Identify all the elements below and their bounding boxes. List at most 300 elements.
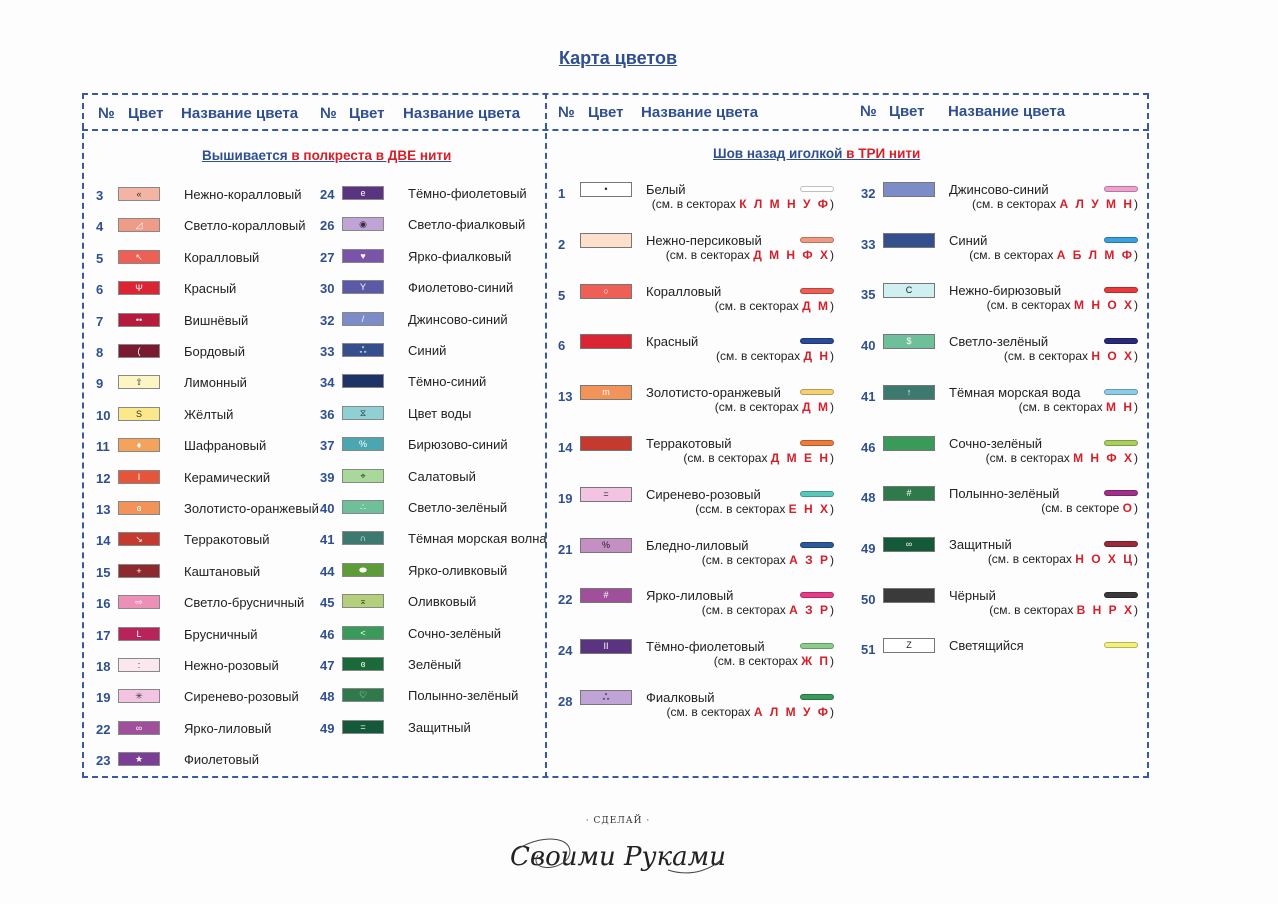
color-swatch: ⧖	[342, 406, 384, 420]
list-item	[320, 406, 540, 422]
list-item	[320, 594, 540, 610]
color-swatch: ↘	[118, 532, 160, 546]
color-swatch: ∴	[342, 500, 384, 514]
thread-color-bar	[1104, 287, 1138, 293]
column-divider	[545, 93, 547, 778]
color-name: Нежно-персиковый	[646, 232, 762, 248]
color-swatch: ♥	[342, 249, 384, 263]
color-name: Бордовый	[184, 344, 246, 359]
color-number: 12	[96, 470, 111, 486]
list-item	[861, 638, 1138, 674]
sectors-note	[972, 197, 1138, 211]
sectors-note	[989, 603, 1138, 617]
list-item	[320, 657, 540, 673]
sectors-prefix: (см. в секторах	[714, 400, 803, 415]
color-swatch	[580, 436, 632, 451]
list-item	[558, 639, 834, 675]
sectors-suffix: )	[830, 705, 834, 719]
color-number: 49	[861, 540, 876, 556]
color-swatch: ◉	[342, 217, 384, 231]
color-name: Сочно-зелёный	[408, 625, 502, 641]
color-number: 18	[96, 659, 111, 674]
color-swatch: II	[580, 639, 632, 654]
color-swatch: /	[342, 312, 384, 326]
color-number: 15	[96, 564, 111, 580]
section-title-half-cross: Вышивается в полкреста в ДВЕ нити	[202, 148, 452, 163]
color-swatch	[883, 436, 935, 451]
color-swatch: <	[342, 626, 384, 640]
sectors-prefix: (см. в секторах	[989, 602, 1077, 617]
thread-color-bar	[800, 186, 834, 192]
color-name: Светящийся	[949, 638, 1024, 654]
sectors-prefix: (ссм. в секторах	[695, 501, 789, 516]
color-number: 30	[320, 281, 335, 297]
header-color: Цвет	[349, 105, 385, 122]
color-name: Шафрановый	[184, 438, 267, 454]
color-name: Керамический	[184, 469, 271, 485]
color-swatch: ○	[580, 284, 632, 299]
color-number: 22	[96, 721, 111, 737]
color-swatch	[580, 233, 632, 248]
color-swatch: ɞ	[118, 501, 160, 515]
color-name: Жёлтый	[184, 406, 234, 422]
color-number: 33	[320, 344, 335, 359]
thread-color-bar	[1104, 642, 1138, 648]
color-number: 24	[558, 643, 573, 659]
color-number: 50	[861, 591, 876, 607]
thread-color-bar	[800, 491, 834, 497]
list-item	[558, 334, 834, 370]
sectors-list: Д М	[802, 400, 830, 415]
list-item	[96, 218, 316, 234]
sectors-prefix: (см. в секторах	[714, 298, 803, 313]
color-swatch: ஃ	[342, 343, 384, 357]
color-name: Салатовый	[408, 468, 476, 484]
header-no: №	[98, 105, 115, 122]
color-swatch: Ψ	[118, 281, 160, 295]
color-swatch: %	[580, 538, 632, 553]
color-name: Чёрный	[949, 587, 996, 603]
color-name: Тёмная морская волна	[408, 531, 547, 547]
thread-color-bar	[800, 694, 834, 700]
color-number: 16	[96, 596, 111, 612]
color-swatch: ••	[118, 313, 160, 327]
sectors-note	[702, 603, 834, 617]
color-swatch: ♦	[118, 438, 160, 452]
sectors-suffix: )	[830, 400, 834, 415]
sectors-suffix: )	[830, 247, 834, 262]
color-number: 24	[320, 187, 335, 202]
sectors-note	[683, 451, 834, 465]
color-name: Золотисто-оранжевый	[646, 385, 781, 401]
color-swatch: I	[118, 470, 160, 484]
color-swatch: ∩	[342, 531, 384, 545]
color-swatch: ✳	[118, 689, 160, 703]
sectors-prefix: (см. в секторах	[651, 197, 740, 211]
color-swatch: •	[580, 182, 632, 197]
sectors-suffix: )	[1134, 501, 1138, 516]
thread-color-bar	[800, 288, 834, 294]
sectors-prefix: (см. в секторах	[986, 298, 1074, 313]
color-number: 36	[320, 406, 335, 422]
color-swatch: (	[118, 344, 160, 358]
color-number: 28	[558, 694, 573, 709]
header-no: №	[558, 104, 575, 121]
list-item	[320, 249, 540, 265]
list-item	[558, 487, 834, 523]
sectors-suffix: )	[1134, 197, 1138, 211]
sectors-list: М Н	[1106, 399, 1134, 414]
sectors-prefix: (см. в секторах	[1018, 399, 1106, 414]
color-name: Полынно-зелёный	[949, 486, 1060, 502]
color-number: 2	[558, 236, 566, 252]
thread-color-bar	[800, 592, 834, 598]
color-name: Сочно-зелёный	[949, 435, 1043, 451]
color-name: Бирюзово-синий	[408, 437, 508, 453]
color-name: Светло-фиалковый	[408, 217, 526, 233]
color-number: 6	[96, 282, 104, 298]
color-swatch: m	[580, 385, 632, 400]
color-name: Зелёный	[408, 657, 462, 672]
sectors-suffix: )	[1134, 349, 1138, 364]
color-swatch: S	[118, 407, 160, 421]
logo-top-text: · СДЕЛАЙ ·	[585, 816, 651, 826]
list-item	[558, 588, 834, 624]
sectors-suffix: )	[1134, 602, 1138, 617]
list-item	[558, 690, 834, 726]
sectors-note	[695, 502, 834, 516]
list-item	[320, 720, 540, 736]
list-item	[558, 436, 834, 472]
sectors-note	[986, 451, 1138, 465]
thread-color-bar	[1104, 237, 1138, 243]
color-swatch: ↑	[883, 385, 935, 400]
list-item	[96, 627, 316, 643]
thread-color-bar	[1104, 186, 1138, 192]
color-swatch: ♡	[342, 688, 384, 702]
sectors-suffix: )	[1134, 298, 1138, 313]
list-item	[96, 375, 316, 391]
color-number: 8	[96, 345, 104, 360]
color-swatch	[883, 588, 935, 603]
list-item	[558, 182, 834, 218]
color-name: Золотисто-оранжевый	[184, 501, 319, 516]
color-number: 39	[320, 469, 335, 485]
thread-color-bar	[800, 338, 834, 344]
color-number: 1	[558, 186, 566, 201]
sectors-suffix: )	[830, 603, 834, 618]
color-swatch	[580, 334, 632, 349]
color-number: 41	[320, 532, 335, 548]
sectors-prefix: (см. в секторах	[969, 247, 1057, 262]
color-name: Светло-зелёный	[408, 500, 508, 515]
color-swatch: $	[883, 334, 935, 349]
color-number: 7	[96, 313, 104, 329]
thread-color-bar	[1104, 592, 1138, 598]
color-swatch: #	[580, 588, 632, 603]
color-number: 32	[320, 312, 335, 328]
list-item	[861, 537, 1138, 573]
list-item	[558, 385, 834, 421]
color-swatch	[883, 182, 935, 197]
sectors-suffix: )	[1134, 247, 1138, 262]
sectors-prefix: (см. в секторах	[665, 247, 754, 262]
list-item	[96, 595, 316, 611]
list-item	[320, 343, 540, 359]
sectors-note	[666, 248, 834, 262]
color-number: 21	[558, 541, 573, 557]
thread-color-bar	[800, 389, 834, 395]
sectors-list: А Л М У Ф	[753, 705, 830, 719]
color-number: 45	[320, 595, 335, 611]
color-number: 48	[861, 490, 876, 506]
list-item	[558, 233, 834, 269]
color-number: 47	[320, 658, 335, 673]
list-item	[96, 532, 316, 548]
color-number: 6	[558, 338, 566, 354]
color-number: 37	[320, 438, 335, 454]
sectors-note	[1041, 501, 1138, 515]
color-name: Терракотовый	[646, 436, 732, 451]
color-swatch: ⇧	[118, 375, 160, 389]
list-item	[861, 233, 1138, 269]
list-item	[861, 486, 1138, 522]
list-item	[320, 469, 540, 485]
sectors-suffix: )	[1134, 551, 1138, 566]
color-name: Джинсово-синий	[408, 311, 508, 327]
color-name: Нежно-коралловый	[184, 187, 302, 202]
section-title-backstitch: Шов назад иголкой в ТРИ нити	[713, 146, 921, 161]
color-name: Ярко-лиловый	[646, 588, 734, 604]
color-swatch: ⌅	[342, 594, 384, 608]
color-swatch: Z	[883, 638, 935, 653]
sectors-prefix: (см. в секторах	[972, 197, 1060, 211]
sectors-suffix: )	[830, 654, 834, 669]
color-number: 23	[96, 753, 111, 769]
sectors-list: Н О Х	[1091, 349, 1134, 364]
color-swatch: Y	[342, 280, 384, 294]
list-item	[96, 281, 316, 297]
list-item	[320, 217, 540, 233]
header-color: Цвет	[128, 105, 164, 122]
list-item	[320, 531, 547, 548]
color-swatch: e	[342, 186, 384, 200]
color-name: Оливковый	[408, 594, 477, 610]
sectors-suffix: )	[1134, 450, 1138, 465]
list-item	[96, 470, 316, 486]
header-name: Название цвета	[403, 105, 521, 122]
sectors-prefix: (см. в секторах	[716, 349, 804, 364]
sectors-prefix: (см. в секторах	[987, 551, 1076, 566]
color-swatch: ↖	[118, 250, 160, 264]
color-name: Светло-коралловый	[184, 218, 306, 234]
color-number: 5	[558, 287, 566, 303]
color-number: 40	[861, 338, 876, 354]
list-item	[96, 658, 316, 674]
list-item	[96, 564, 316, 580]
sectors-note	[969, 248, 1138, 262]
sectors-note	[1019, 400, 1138, 414]
color-number: 51	[861, 642, 876, 658]
list-item	[96, 689, 316, 705]
sectors-note	[715, 299, 834, 313]
sectors-note	[988, 552, 1138, 566]
color-swatch: ⇨	[118, 595, 160, 609]
color-number: 46	[861, 439, 876, 455]
sectors-prefix: (см. в секторах	[701, 603, 790, 618]
color-name: Коралловый	[646, 283, 722, 299]
color-name: Тёмно-фиолетовый	[408, 186, 527, 201]
color-number: 34	[320, 375, 335, 391]
color-number: 13	[96, 502, 111, 517]
color-swatch: +	[118, 564, 160, 578]
list-item	[320, 563, 540, 579]
sectors-note	[702, 553, 834, 567]
color-swatch: ɞ	[342, 657, 384, 671]
color-number: 19	[558, 490, 573, 506]
thread-color-bar	[800, 440, 834, 446]
color-name: Красный	[184, 281, 237, 297]
logo	[508, 810, 728, 890]
list-item	[320, 437, 540, 453]
list-item	[861, 283, 1138, 319]
color-name: Ярко-лиловый	[184, 720, 272, 736]
color-swatch: ∞	[118, 721, 160, 735]
color-swatch: %	[342, 437, 384, 451]
list-item	[861, 385, 1138, 421]
sectors-list: Д М Н Ф Х	[753, 247, 830, 262]
color-number: 10	[96, 407, 111, 423]
color-number: 48	[320, 689, 335, 705]
sectors-note	[716, 349, 834, 363]
list-item	[96, 407, 316, 423]
thread-color-bar	[800, 542, 834, 548]
thread-color-bar	[1104, 440, 1138, 446]
sectors-note	[715, 400, 834, 414]
color-name: Фиолетовый	[184, 752, 260, 768]
list-item	[96, 501, 319, 517]
color-number: 3	[96, 188, 104, 203]
list-item	[320, 374, 540, 390]
thread-color-bar	[1104, 490, 1138, 496]
list-item	[558, 538, 834, 574]
list-item	[320, 186, 540, 202]
color-name: Светло-зелёный	[949, 334, 1049, 350]
color-swatch: :	[118, 658, 160, 672]
color-name: Коралловый	[184, 249, 260, 265]
color-number: 40	[320, 501, 335, 516]
color-name: Терракотовый	[184, 532, 270, 548]
sectors-note	[987, 298, 1138, 312]
sectors-note	[666, 705, 834, 719]
header-color: Цвет	[588, 104, 624, 121]
color-swatch: C	[883, 283, 935, 298]
sectors-list: А З Р	[789, 603, 830, 618]
color-name: Цвет воды	[408, 405, 472, 421]
sectors-prefix: (см. в секторах	[1003, 349, 1092, 364]
color-name: Защитный	[408, 719, 471, 735]
color-swatch: ஃ	[580, 690, 632, 705]
sectors-suffix: )	[830, 552, 834, 567]
color-number: 9	[96, 376, 104, 392]
sectors-prefix: (см. в секторе	[1041, 501, 1123, 516]
list-item	[861, 436, 1138, 472]
color-swatch	[883, 233, 935, 248]
color-number: 19	[96, 690, 111, 706]
sectors-list: М Н О Х	[1073, 298, 1134, 313]
color-name: Джинсово-синий	[949, 182, 1049, 197]
color-name: Защитный	[949, 536, 1012, 552]
color-swatch: ∞	[883, 537, 935, 552]
logo-main-text: Своими Руками	[510, 842, 726, 872]
sectors-suffix: )	[830, 298, 834, 313]
color-name: Фиолетово-синий	[408, 280, 514, 296]
color-number: 41	[861, 388, 876, 404]
header-divider	[82, 129, 1149, 131]
color-swatch: #	[883, 486, 935, 501]
list-item	[861, 334, 1138, 370]
color-swatch: L	[118, 627, 160, 641]
color-number: 14	[96, 533, 111, 549]
header-no: №	[320, 105, 337, 122]
color-number: 35	[861, 287, 876, 303]
thread-color-bar	[800, 237, 834, 243]
sectors-list: Д М	[802, 298, 830, 313]
sectors-note	[1004, 349, 1138, 363]
sectors-prefix: (см. в секторах	[666, 705, 754, 719]
color-swatch: =	[580, 487, 632, 502]
color-name: Белый	[646, 182, 686, 197]
list-item	[96, 438, 316, 454]
color-name: Тёмно-синий	[408, 374, 487, 390]
list-item	[320, 688, 540, 704]
sectors-suffix: )	[830, 349, 834, 364]
color-name: Красный	[646, 334, 699, 350]
color-swatch: ⌖	[342, 469, 384, 483]
color-name: Сиренево-розовый	[184, 689, 299, 705]
sectors-list: К Л М Н У Ф	[739, 197, 830, 211]
thread-color-bar	[1104, 389, 1138, 395]
color-name: Ярко-оливковый	[408, 562, 508, 578]
list-item	[96, 344, 316, 360]
sectors-list: Н О Х Ц	[1075, 551, 1134, 566]
color-number: 26	[320, 218, 335, 234]
color-name: Тёмная морская вода	[949, 384, 1081, 400]
color-name: Брусничный	[184, 626, 258, 642]
color-number: 17	[96, 627, 111, 643]
color-name: Сиренево-розовый	[646, 486, 761, 502]
color-number: 46	[320, 626, 335, 642]
color-number: 11	[96, 439, 110, 455]
color-name: Лимонный	[184, 375, 247, 391]
thread-color-bar	[1104, 338, 1138, 344]
color-number: 32	[861, 186, 876, 201]
header-name: Название цвета	[641, 104, 759, 121]
color-swatch: ⬬	[342, 563, 384, 577]
color-swatch: ◿	[118, 218, 160, 232]
header-name: Название цвета	[948, 103, 1066, 120]
sectors-list: Ж П	[801, 654, 830, 669]
sectors-note	[714, 654, 834, 668]
thread-color-bar	[800, 643, 834, 649]
sectors-list: А З Р	[789, 552, 830, 567]
sectors-suffix: )	[1134, 399, 1138, 414]
header-no: №	[860, 103, 877, 120]
color-name: Тёмно-фиолетовый	[646, 639, 765, 655]
color-name: Нежно-розовый	[184, 658, 279, 673]
color-name: Полынно-зелёный	[408, 688, 519, 704]
sectors-list: М Н Ф Х	[1073, 450, 1134, 465]
